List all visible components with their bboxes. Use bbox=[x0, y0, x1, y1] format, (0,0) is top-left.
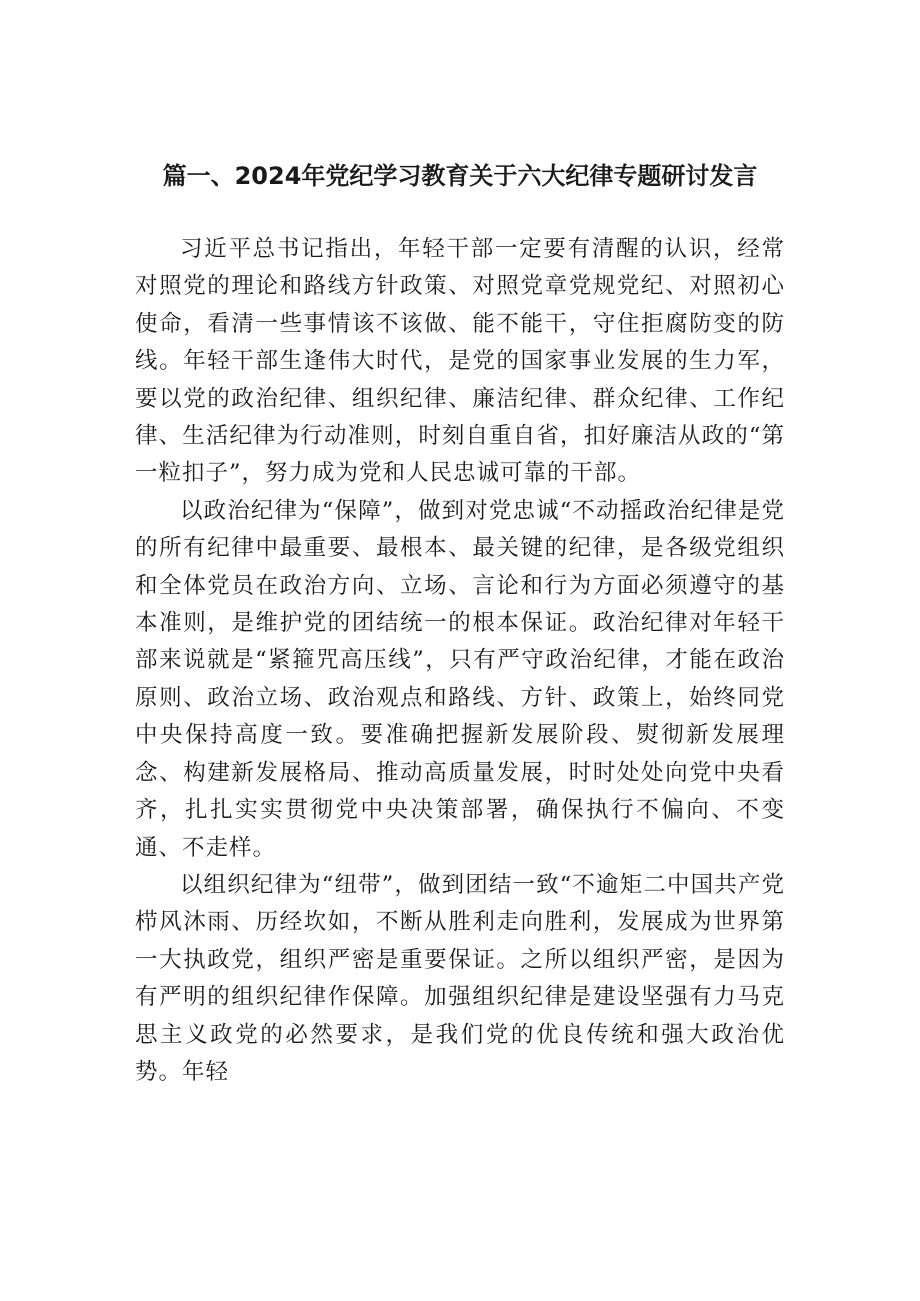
paragraph-1: 习近平总书记指出，年轻干部一定要有清醒的认识，经常对照党的理论和路线方针政策、对照党章党规党纪、对照初心使命，看清一些事情该不该做、能不能干，守住拒腐防变的防线。年轻干部生逢伟大时代，是党的国家事业发展的生力军，要以党的政治纪律、组织纪律、廉洁纪律、群众纪律、工作纪律、生活纪律为行动准则，时刻自重自省，扣好廉洁从政的“第一粒扣子”，努力成为党和人民忠诚可靠的干部。 bbox=[135, 236, 785, 487]
paragraph-2: 以政治纪律为“保障”，做到对党忠诚“不动摇政治纪律是党的所有纪律中最重要、最根本、最关键的纪律，是各级党组织和全体党员在政治方向、立场、言论和行为方面必须遵守的基本准则，是维护党的团结统一的根本保证。政治纪律对年轻干部来说就是“紧箍咒高压线”，只有严守政治纪律，才能在政治原则、政治立场、政治观点和路线、方针、政策上，始终同党中央保持高度一致。要准确把握新发展阶段、熨彻新发展理念、构建新发展格局、推动高质量发展，时时处处向党中央看齐，扎扎实实贯彻党中央决策部署，确保执行不偏向、不变通、不走样。 bbox=[135, 497, 785, 861]
paragraph-3: 以组织纪律为“纽带”，做到团结一致“不逾矩二中国共产党栉风沐雨、历经坎如，不断从胜利走向胜利，发展成为世界第一大执政党，组织严密是重要保证。之所以组织严密，是因为有严明的组织纪律作保障。加强组织纪律是建设坚强有力马克思主义政党的必然要求，是我们党的优良传统和强大政治优势。年轻 bbox=[135, 871, 785, 1085]
document-body bbox=[135, 178, 785, 1091]
document-title: 篇一、2024年党纪学习教育关于六大纪律专题研讨发言 bbox=[162, 162, 758, 190]
